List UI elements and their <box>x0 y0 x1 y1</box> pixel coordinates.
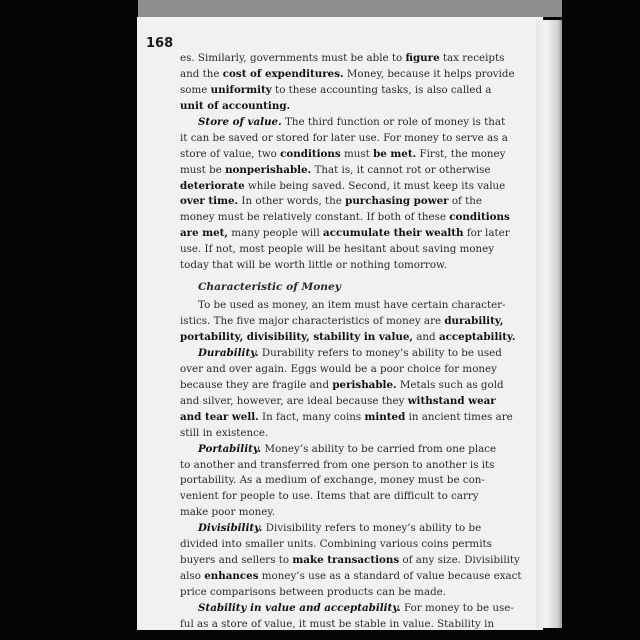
text-run: in ancient times are <box>405 410 513 423</box>
bold-term: cost of expenditures. <box>222 67 344 80</box>
text-run: Durability refers to money’s ability to be used <box>258 346 502 359</box>
bold-term: withstand wear <box>407 394 496 407</box>
text-run: of any size. Divisibility <box>399 554 520 567</box>
text-run: must <box>340 147 374 160</box>
text-run: some <box>180 83 211 96</box>
text-run: Money, because it helps provide <box>343 67 515 80</box>
text-run: must be <box>180 163 226 176</box>
text-run: To be used as money, an item must have certain character- <box>198 299 506 312</box>
text-line <box>180 194 520 210</box>
bold-term: minted <box>364 410 406 423</box>
text-line <box>180 163 520 179</box>
page-number: 168 <box>146 36 174 51</box>
text-run: money’s use as a standard of value because exact <box>258 570 522 583</box>
bold-term: enhances <box>204 570 259 583</box>
text-run: venient for people to use. Items that are difficult to carry <box>180 490 479 503</box>
bold-term: perishable. <box>332 378 397 391</box>
text-run: Metals such as gold <box>396 378 504 391</box>
bold-term: acceptability. <box>438 331 516 343</box>
text-line <box>180 51 520 67</box>
bold-term: over time. <box>180 195 239 208</box>
bold-term: uniformity <box>210 83 272 96</box>
text-run: because they are fragile and <box>180 378 333 391</box>
text-run: ful as a store of value, it must be stable in value. Stability in <box>180 617 495 630</box>
page-binding-edge <box>536 20 562 628</box>
text-run: many people will <box>228 227 324 240</box>
text-line <box>180 99 520 115</box>
text-run: to these accounting tasks, is also called a <box>271 83 492 96</box>
text-line <box>180 394 520 410</box>
text-run: In fact, many coins <box>258 410 365 423</box>
text-line <box>180 601 520 617</box>
text-run: istics. The five major characteristics of money are <box>180 315 445 328</box>
text-line <box>180 569 520 585</box>
bold-term: nonperishable. <box>225 163 312 176</box>
text-run: tax receipts <box>439 52 505 64</box>
bold-term: unit of accounting. <box>180 99 291 112</box>
bold-term: accumulate their wealth <box>323 227 464 240</box>
bold-term: are met, <box>180 227 229 240</box>
text-run: and silver, however, are ideal because they <box>180 394 408 407</box>
text-run: for later <box>463 227 510 240</box>
text-line <box>180 489 520 505</box>
subheading-term: Durability. <box>198 346 259 359</box>
bold-term: and tear well. <box>180 410 259 423</box>
text-line <box>180 115 520 131</box>
text-run: and <box>413 331 439 343</box>
text-run: of the <box>448 195 482 208</box>
bold-term: make transactions <box>292 554 400 567</box>
text-line <box>180 298 520 314</box>
bold-term: deteriorate <box>180 179 245 192</box>
text-run: buyers and sellers to <box>180 554 293 567</box>
text-line <box>180 362 520 378</box>
text-line <box>180 458 520 474</box>
text-run: store of value, two <box>180 147 281 160</box>
text-run: es. Similarly, governments must be able to <box>180 52 406 64</box>
section-heading <box>180 280 520 298</box>
text-line <box>180 521 520 537</box>
text-line <box>180 67 520 83</box>
text-line <box>180 147 520 163</box>
text-run: and the <box>180 67 223 80</box>
text-run: make poor money. <box>180 506 276 519</box>
text-line <box>180 179 520 195</box>
subheading-term: Portability. <box>198 442 262 455</box>
bold-term: conditions <box>449 211 510 224</box>
text-run: divided into smaller units. Combining various coins permits <box>180 538 492 551</box>
section-heading-text: Characteristic of Money <box>198 281 341 294</box>
text-line <box>180 617 520 633</box>
text-line <box>180 83 520 99</box>
text-line <box>180 537 520 553</box>
subheading-term: Stability in value and acceptability. <box>198 601 401 614</box>
text-line <box>180 410 520 426</box>
bold-term: be met. <box>373 147 417 160</box>
text-run: For money to be use- <box>400 601 514 614</box>
text-line <box>180 226 520 242</box>
bold-term: durability, <box>444 315 504 328</box>
text-run: it can be saved or stored for later use. For money to serve as a <box>180 131 508 144</box>
text-run: price comparisons between products can be made. <box>180 586 447 598</box>
subheading-term: Divisibility. <box>198 522 263 535</box>
bold-term: portability, divisibility, stability in value, <box>180 331 414 343</box>
text-run: Money’s ability to be carried from one place <box>261 442 497 455</box>
text-line <box>180 346 520 362</box>
bold-term: purchasing power <box>345 195 449 208</box>
text-line <box>180 242 520 258</box>
text-line <box>180 426 520 442</box>
text-line <box>180 131 520 147</box>
text-run: The third function or role of money is that <box>281 115 506 128</box>
text-run: also <box>180 570 205 583</box>
text-run: while being saved. Second, it must keep its value <box>244 179 506 192</box>
text-run: portability. As a medium of exchange, money must be con- <box>180 474 485 487</box>
scanner-top-strip <box>138 0 562 17</box>
text-run: today that will be worth little or nothing tomorrow. <box>180 259 447 272</box>
text-line <box>180 442 520 458</box>
text-run: That is, it cannot rot or otherwise <box>311 163 491 176</box>
text-line <box>180 553 520 569</box>
text-line <box>180 210 520 226</box>
text-run: First, the money <box>416 147 506 160</box>
text-line <box>180 473 520 489</box>
text-run: still in existence. <box>180 426 269 439</box>
text-line <box>180 585 520 601</box>
text-run: over and over again. Eggs would be a poor choice for money <box>180 362 497 375</box>
text-line <box>180 330 520 346</box>
text-run: money must be relatively constant. If both of these <box>180 211 450 224</box>
text-line <box>180 505 520 521</box>
text-run: Divisibility refers to money’s ability to be <box>262 522 482 535</box>
body-text <box>180 51 520 633</box>
text-run: use. If not, most people will be hesitant about saving money <box>180 243 495 256</box>
text-run: to another and transferred from one person to another is its <box>180 458 495 471</box>
text-line <box>180 258 520 274</box>
text-line <box>180 314 520 330</box>
bold-term: conditions <box>280 147 341 160</box>
subheading-term: Store of value. <box>198 115 282 128</box>
text-run: In other words, the <box>238 195 346 208</box>
text-line <box>180 378 520 394</box>
bold-term: figure <box>405 52 440 64</box>
